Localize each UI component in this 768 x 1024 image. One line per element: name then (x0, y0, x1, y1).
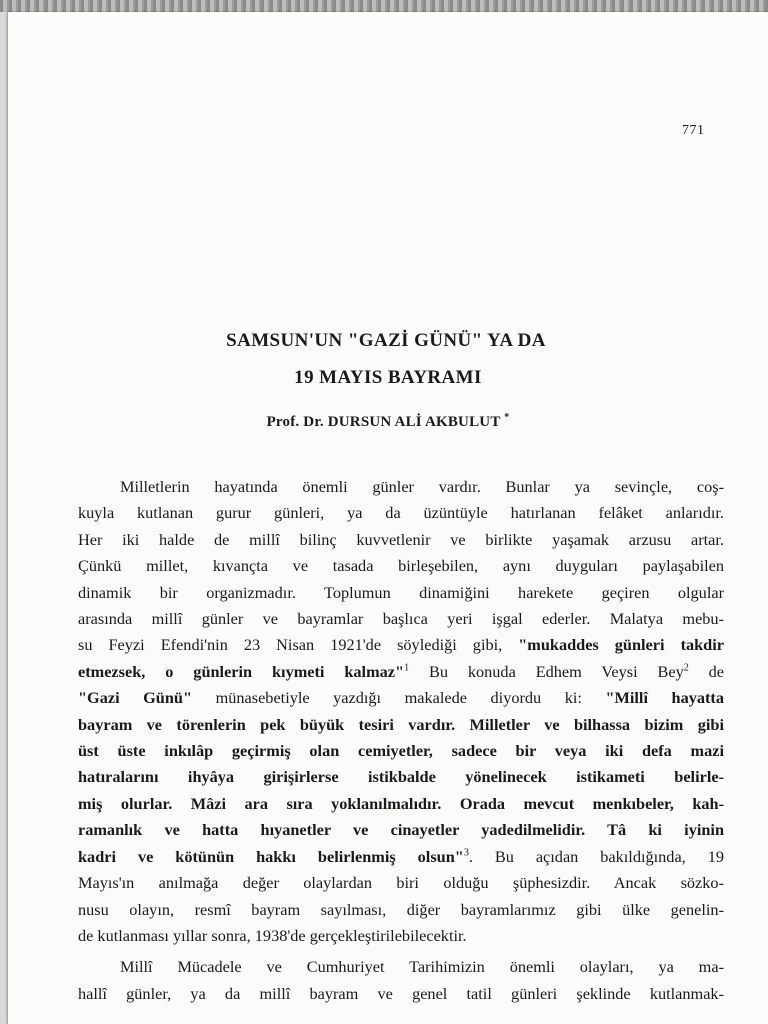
page-number: 771 (682, 123, 705, 138)
quote-bold: miş olurlar. Mâzi ara sıra yoklanılmalıdır. Orada mevcut menkıbeler, kah- (78, 793, 724, 813)
footnote-ref: 1 (404, 662, 410, 674)
text-line (78, 738, 724, 764)
text-line: dinamik bir organizmadır. Toplumun dinamiğini harekete geçiren olgular (78, 582, 724, 602)
text-line: kuyla kutlanan gurur günleri, ya da üzüntüyle hatırlanan felâket anlarıdır. (78, 503, 724, 523)
text-line (78, 791, 724, 817)
text-line: Her iki halde de millî bilinç kuvvetlenir ve birlikte yaşamak arzusu artar. (78, 529, 724, 549)
article-title-line-1: SAMSUN'UN "GAZİ GÜNÜ" YA DA (226, 330, 546, 351)
text-line: Çünkü millet, kıvançta ve tasada birleşebilen, aynı duyguları paylaşabilen (78, 556, 724, 576)
text-line: kadri ve kötünün hakkı belirlenmiş olsun"$^3$. Bu açıdan bakıldığında, 19 (78, 846, 724, 866)
footnote-ref: 2 (683, 662, 689, 674)
text-line: nusu olayın, resmî bayram sayılması, diğer bayramlarımız gibi ülke genelin- (78, 899, 724, 919)
body-text (78, 474, 724, 1007)
author-footnote-mark: * (504, 412, 510, 423)
text-line: hallî günler, ya da millî bayram ve genel tatil günleri şeklinde kutlanmak- (78, 983, 724, 1003)
text-line (78, 764, 724, 790)
quote-bold: bayram ve törenlerin pek büyük tesiri vardır. Milletler ve bilhassa bizim gibi (78, 714, 724, 734)
text-line: su Feyzi Efendi'nin 23 Nisan 1921'de söylediği gibi, "mukaddes günleri takdir (78, 635, 724, 655)
quote-bold: kadri ve kötünün hakkı belirlenmiş olsun" (78, 846, 464, 866)
text-line: de kutlanması yıllar sonra, 1938'de gerçekleştirilebilecektir. (78, 925, 467, 945)
scan-edge (0, 0, 768, 12)
article-title-line-2: 19 MAYIS BAYRAMI (294, 367, 482, 388)
quote-bold: etmezsek, o günlerin kıymeti kalmaz" (78, 661, 405, 681)
author-line (8, 414, 768, 431)
quote-bold: "Gazi Günü" (78, 688, 193, 708)
quote-bold: hatıralarını ihyâya girişirlerse istikbalde yönelinecek istikameti belirle- (78, 767, 724, 787)
quote-bold: "Millî hayatta (605, 688, 724, 708)
quote-bold: üst üste inkılâp geçirmiş olan cemiyetler, sadece bir veya iki defa mazi (78, 741, 724, 761)
quote-bold: ramanlık ve hatta hıyanetler ve cinayetler yadedilmelidir. Tâ ki iyinin (78, 820, 724, 840)
text-line: Milletlerin hayatında önemli günler vardır. Bunlar ya sevinçle, coş- (120, 477, 724, 496)
text-line: "Gazi Günü" münasebetiyle yazdığı makalede diyordu ki: "Millî hayatta (78, 688, 724, 708)
text-line: Mayıs'ın anılmağa değer olaylardan biri olduğu şüphesizdir. Ancak sözko- (78, 873, 724, 893)
quote-bold: "mukaddes günleri takdir (518, 635, 724, 655)
text-line (78, 712, 724, 738)
footnote-ref: 3 (463, 847, 469, 859)
text-line: etmezsek, o günlerin kıymeti kalmaz"$^1$ Bu konuda Edhem Veysi Bey$^2$ de (78, 661, 725, 681)
text-line (78, 817, 724, 843)
text-line: arasında millî günler ve bayramlar başlıca yeri işgal ederler. Malatya mebu- (78, 609, 724, 629)
text-line: Millî Mücadele ve Cumhuriyet Tarihimizin önemli olayları, ya ma- (120, 957, 724, 977)
document-page (8, 12, 768, 1024)
author-name: Prof. Dr. DURSUN ALİ AKBULUT (266, 414, 501, 430)
